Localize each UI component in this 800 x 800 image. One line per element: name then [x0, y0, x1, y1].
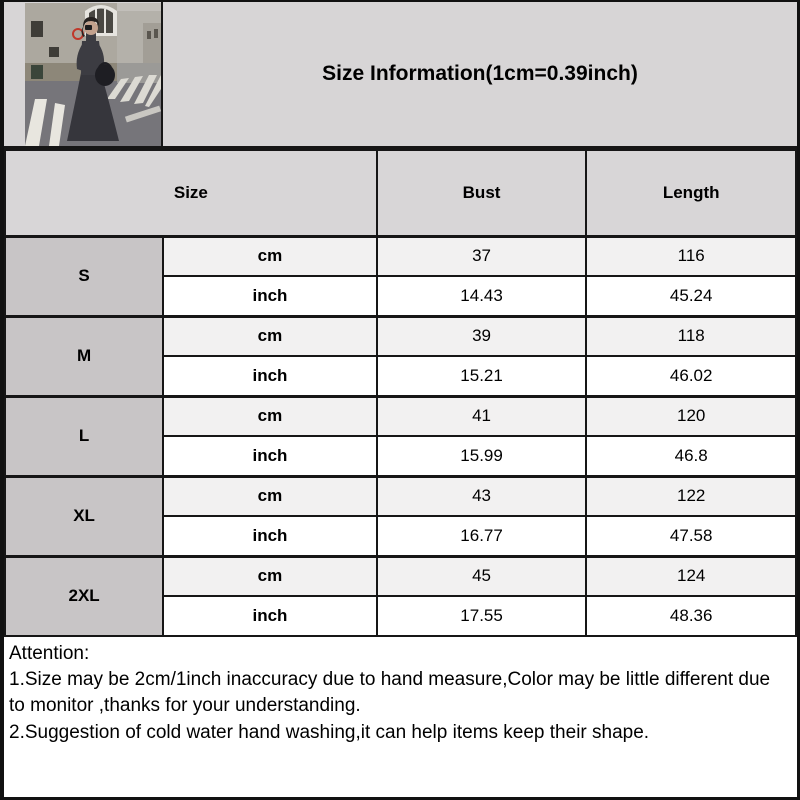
product-photo [25, 3, 161, 146]
bust-inch-value-2xl: 17.55 [377, 596, 587, 636]
bust-inch-value-l: 15.99 [377, 436, 587, 476]
attention-note-2: 2.Suggestion of cold water hand washing,it can help items keep their shape. [9, 721, 650, 743]
bust-inch-value-xl: 16.77 [377, 516, 587, 556]
length-inch-value-l: 46.8 [586, 436, 796, 476]
unit-label-inch: inch [163, 596, 377, 636]
size-table-header-row [5, 150, 796, 236]
unit-label-cm: cm [163, 556, 377, 596]
top-banner [4, 2, 797, 149]
size-table [4, 149, 797, 637]
bust-cm-value-2xl: 45 [377, 556, 587, 596]
unit-label-cm: cm [163, 396, 377, 436]
size-row-s-cm [5, 236, 796, 276]
bust-cm-value-s: 37 [377, 236, 587, 276]
length-inch-value-xl: 47.58 [586, 516, 796, 556]
attention-note-1: 1.Size may be 2cm/1inch inaccuracy due to hand measure,Color may be little different due to monitor ,thanks for your understanding. [9, 669, 771, 717]
size-label-2xl: 2XL [5, 556, 163, 636]
attention-title: Attention: [9, 643, 90, 664]
column-header-length: Length [586, 150, 796, 236]
column-header-size: Size [5, 150, 377, 236]
unit-label-inch: inch [163, 516, 377, 556]
title-area [163, 2, 797, 146]
size-row-2xl-cm [5, 556, 796, 596]
size-label-l: L [5, 396, 163, 476]
bust-cm-value-l: 41 [377, 396, 587, 436]
unit-label-cm: cm [163, 476, 377, 516]
bust-inch-value-m: 15.21 [377, 356, 587, 396]
unit-label-inch: inch [163, 276, 377, 316]
bust-cm-value-xl: 43 [377, 476, 587, 516]
length-cm-value-m: 118 [586, 316, 796, 356]
unit-label-cm: cm [163, 316, 377, 356]
size-row-l-cm [5, 396, 796, 436]
size-row-m-cm [5, 316, 796, 356]
page-title: Size Information(1cm=0.39inch) [322, 62, 638, 85]
length-inch-value-m: 46.02 [586, 356, 796, 396]
length-cm-value-2xl: 124 [586, 556, 796, 596]
length-inch-value-2xl: 48.36 [586, 596, 796, 636]
product-photo-cell [4, 2, 163, 146]
unit-label-inch: inch [163, 436, 377, 476]
size-label-m: M [5, 316, 163, 396]
unit-label-inch: inch [163, 356, 377, 396]
bust-cm-value-m: 39 [377, 316, 587, 356]
length-cm-value-s: 116 [586, 236, 796, 276]
size-row-xl-cm [5, 476, 796, 516]
size-label-s: S [5, 236, 163, 316]
length-inch-value-s: 45.24 [586, 276, 796, 316]
unit-label-cm: cm [163, 236, 377, 276]
column-header-bust: Bust [377, 150, 587, 236]
attention-section [4, 637, 797, 797]
bust-inch-value-s: 14.43 [377, 276, 587, 316]
length-cm-value-xl: 122 [586, 476, 796, 516]
length-cm-value-l: 120 [586, 396, 796, 436]
size-label-xl: XL [5, 476, 163, 556]
size-table-body [5, 236, 796, 636]
